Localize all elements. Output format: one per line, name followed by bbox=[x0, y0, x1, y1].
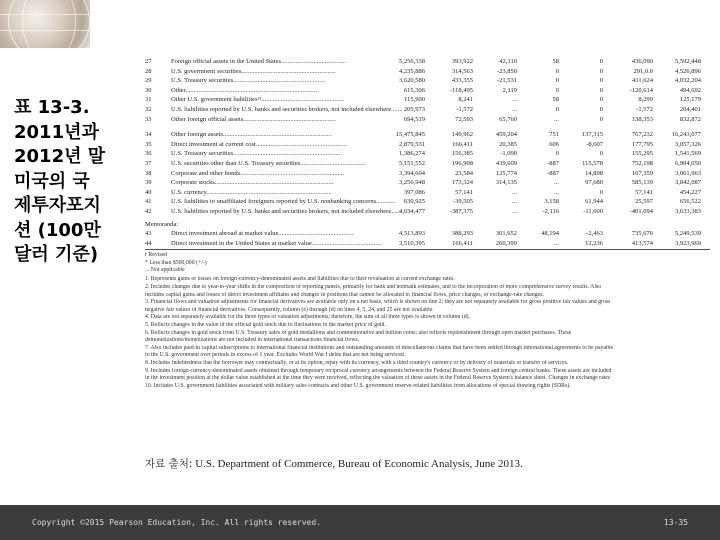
row-number: 28 bbox=[145, 67, 152, 75]
table-cell: 433,355 bbox=[451, 77, 473, 85]
row-label: Direct investment at current cost........................................................ bbox=[171, 140, 347, 148]
row-number: 27 bbox=[145, 58, 152, 65]
table-cell: -887 bbox=[547, 169, 559, 177]
table-cell: 97,680 bbox=[585, 179, 603, 187]
table-cell: ... bbox=[512, 208, 517, 215]
table-row bbox=[145, 178, 710, 187]
row-label: U.S. liabilities reported by U.S. banks and securities brokers, not included elsewhere....... bbox=[171, 106, 403, 113]
table-cell: 767,232 bbox=[631, 131, 653, 139]
table-cell: 3,510,395 bbox=[399, 239, 425, 247]
table-cell: 1,386,274 bbox=[399, 150, 425, 158]
table-cell: 436,090 bbox=[631, 58, 653, 65]
table-row bbox=[145, 207, 710, 216]
table-cell: -8,607 bbox=[586, 140, 603, 148]
table-cell: 4,526,896 bbox=[675, 67, 701, 75]
table-row bbox=[145, 188, 710, 197]
table-cell: 58 bbox=[552, 96, 559, 104]
table-cell: 656,522 bbox=[679, 198, 701, 206]
table-cell: 0 bbox=[599, 67, 603, 75]
globe-parallel bbox=[0, 30, 90, 31]
table-cell: 15,475,845 bbox=[395, 131, 425, 139]
table-row bbox=[145, 130, 710, 139]
table-cell: 388,293 bbox=[451, 230, 473, 238]
row-label: Corporate and other bonds................................................................ bbox=[171, 169, 345, 177]
table-cell: 0 bbox=[599, 115, 603, 123]
row-label: U.S. Treasury securities......................................................... bbox=[171, 77, 326, 85]
table-cell: ... bbox=[554, 239, 559, 247]
table-cell: 23,584 bbox=[455, 169, 473, 177]
footnote-line: 8. Includes indebtedness that the borrower may contractually, or at its option, repay with its currency, with a third country's currency or by delivery of materials or transfer of services. bbox=[145, 359, 569, 366]
table-divider bbox=[145, 249, 710, 250]
row-number: 31 bbox=[145, 96, 152, 104]
row-number: 40 bbox=[145, 188, 152, 196]
table-cell: -39,505 bbox=[452, 198, 473, 206]
legend-entry: * Less than $500,000 (+/-) bbox=[145, 259, 207, 266]
footnote-line: 7. Also includes paid-in capital subscriptions to international financial institutions and outstanding amounts of miscellaneous claims that have been settled through international agreements to be payable bbox=[145, 344, 614, 351]
table-cell: 16,243,077 bbox=[671, 131, 701, 139]
table-cell: -2,116 bbox=[542, 208, 559, 215]
table-cell: 0 bbox=[599, 96, 603, 104]
footnote-line: 2. Includes changes due to year-to-year shifts in the composition of reporting panels, primarily for bank and nonbank estimates, and to the incorporation of more comprehensive survey results. Also bbox=[145, 283, 602, 290]
table-cell: 459,204 bbox=[495, 131, 517, 139]
table-row bbox=[145, 149, 710, 158]
table-cell: 125,774 bbox=[495, 169, 517, 177]
row-number: 38 bbox=[145, 169, 152, 177]
row-number: 37 bbox=[145, 160, 152, 167]
table-cell: 138,353 bbox=[631, 115, 653, 123]
table-cell: 115,900 bbox=[404, 96, 425, 104]
table-cell: 0 bbox=[555, 150, 559, 158]
table-cell: 14,898 bbox=[585, 169, 603, 177]
table-cell: 832,872 bbox=[679, 115, 701, 123]
slide-title bbox=[14, 96, 134, 268]
table-cell: 155,295 bbox=[631, 150, 653, 158]
row-number: 29 bbox=[145, 77, 152, 85]
table-row bbox=[145, 105, 710, 114]
row-label: Other foreign official assets......................................................... bbox=[171, 115, 336, 123]
table-cell: 61,944 bbox=[585, 198, 603, 206]
table-cell: 585,139 bbox=[631, 179, 653, 187]
table-row bbox=[145, 229, 710, 238]
table-cell: -23,850 bbox=[496, 67, 517, 75]
table-cell: 125,179 bbox=[679, 96, 701, 104]
table-cell: 0 bbox=[599, 150, 603, 158]
table-cell: 314,135 bbox=[495, 179, 517, 187]
table-cell: ... bbox=[554, 179, 559, 187]
table-cell: 4,032,204 bbox=[675, 77, 701, 85]
row-label: Direct investment abroad at market value.............................................. bbox=[171, 230, 354, 238]
table-cell: ... bbox=[512, 96, 517, 104]
table-cell: 397,086 bbox=[403, 188, 425, 196]
legend-entry: r Revised bbox=[145, 252, 168, 259]
row-label: Foreign official assets in the United States........................................ bbox=[171, 58, 346, 65]
table-cell: 3,394,604 bbox=[399, 169, 425, 177]
footnote-line: negative fair values of financial derivatives. Consequently, column (e) through (d) on lines 4, 5, 24, and 25 are not available. bbox=[145, 306, 434, 313]
table-row bbox=[145, 57, 710, 66]
table-cell: 0 bbox=[555, 106, 559, 113]
table-cell: 3,256,948 bbox=[399, 179, 425, 187]
globe-image bbox=[0, 0, 90, 48]
table-cell: -401,094 bbox=[629, 208, 653, 215]
table-cell: 260,399 bbox=[495, 239, 517, 247]
source-citation bbox=[145, 456, 523, 471]
row-label: Direct investment in the United States at market value........................................... bbox=[171, 239, 382, 247]
table-cell: 0 bbox=[599, 77, 603, 85]
table-row bbox=[145, 169, 710, 178]
table-cell: 1,541,569 bbox=[675, 150, 701, 158]
table-cell: 20,385 bbox=[499, 140, 517, 148]
row-number: 39 bbox=[145, 179, 152, 187]
source-text: U.S. Department of Commerce, Bureau of Economic Analysis, June 2013. bbox=[195, 458, 523, 470]
row-label: Other.................................................................................. bbox=[171, 86, 319, 94]
table-cell: -11,600 bbox=[583, 208, 603, 215]
table-cell: 3,620,580 bbox=[399, 77, 425, 85]
table-cell: 205,973 bbox=[403, 106, 425, 113]
row-number: 43 bbox=[145, 230, 152, 238]
table-cell: 413,574 bbox=[631, 239, 653, 247]
row-label: Other foreign assets................................................................... bbox=[171, 131, 332, 139]
title-line: 미국의 국 bbox=[14, 170, 90, 192]
table-cell: 115,578 bbox=[582, 160, 603, 167]
table-cell: 291,0.0 bbox=[633, 67, 653, 75]
table-cell: 3,158 bbox=[544, 198, 559, 206]
globe-parallel bbox=[0, 14, 90, 15]
table-cell: -1,572 bbox=[456, 106, 473, 113]
footnote-line: 4. Data are not separately available for the three types of valuation adjustments; therefore, the sum of all three types is shown in column (d). bbox=[145, 314, 471, 321]
copyright-text: Copyright ©2015 Pearson Education, Inc. All rights reserved. bbox=[32, 518, 321, 527]
row-label: U.S. liabilities to unaffiliated foreigners reported by U.S. nonbanking concerns............ bbox=[171, 198, 396, 206]
table-cell: 301,652 bbox=[495, 230, 517, 238]
table-cell: -1,572 bbox=[636, 106, 653, 113]
row-number: 42 bbox=[145, 208, 152, 215]
table-cell: 751 bbox=[549, 131, 559, 139]
table-cell: 167,359 bbox=[631, 169, 653, 177]
page-number: 13-35 bbox=[663, 518, 688, 527]
footnote-line: includes capital gains and losses of direct investment affiliates and changes in positions that cannot be allocated to financial flows, price changes, or exchange-rate changes. bbox=[145, 291, 544, 298]
table-cell: 4,235,886 bbox=[399, 67, 425, 75]
memoranda-label: Memoranda: bbox=[145, 220, 179, 228]
table-cell: 5,256,338 bbox=[399, 58, 425, 65]
row-label: U.S. currency............................................................................. bbox=[171, 188, 332, 196]
table-cell: 0 bbox=[599, 58, 603, 65]
row-label: U.S. securities other than U.S. Treasury securities........................................ bbox=[171, 160, 366, 167]
title-line: 2012년 말 bbox=[14, 146, 106, 167]
footnote-line: 9. Includes foreign-currency-denominated assets obtained through temporary reciprocal currency arrangements between the Federal Reserve System and foreign central banks. These assets are included bbox=[145, 367, 612, 374]
title-line: 표 13-3. bbox=[14, 97, 90, 118]
table-row bbox=[145, 159, 710, 168]
footnote-line: 10. Includes U.S. government liabilities associated with military sales contracts and other U.S. government reserve-related liabilities from allocations of special drawing rights (SDRs). bbox=[145, 382, 571, 389]
table-cell: 0 bbox=[599, 106, 603, 113]
table-cell: 752,198 bbox=[631, 160, 653, 167]
table-row bbox=[145, 76, 710, 85]
table-cell: 3,842,087 bbox=[675, 179, 701, 187]
row-label: U.S. Treasury securities................................................................... bbox=[171, 150, 342, 158]
title-line: 제투자포지 bbox=[14, 195, 101, 216]
table-cell: -1,090 bbox=[500, 150, 517, 158]
table-cell: -120,614 bbox=[629, 86, 653, 94]
row-number: 36 bbox=[145, 150, 152, 158]
row-label: Other U.S. government liabilities¹¹................................................... bbox=[171, 96, 345, 104]
table-cell: -887 bbox=[547, 160, 559, 167]
table-cell: ... bbox=[554, 188, 559, 196]
footnote-line: 5. Reflects changes in the value of the official gold stock due to fluctuations in the market price of gold. bbox=[145, 321, 386, 328]
table-cell: 615,306 bbox=[403, 86, 425, 94]
table-cell: 57,141 bbox=[635, 188, 653, 196]
table-cell: 5,249,539 bbox=[675, 230, 701, 238]
footnote-line: to the U.S. government over periods in excess of 1 year. Excludes World War I debts that are not being serviced. bbox=[145, 352, 406, 359]
table-cell: 0 bbox=[599, 86, 603, 94]
table-cell: 42,110 bbox=[499, 58, 517, 65]
table-cell: 0 bbox=[555, 86, 559, 94]
title-line: 션 (100만 bbox=[14, 219, 101, 241]
table-cell: ... bbox=[512, 198, 517, 206]
table-cell: 57,141 bbox=[455, 188, 473, 196]
table-cell: 411,624 bbox=[632, 77, 653, 85]
table-cell: 12,236 bbox=[585, 239, 603, 247]
table-cell: -387,375 bbox=[449, 208, 473, 215]
table-row bbox=[145, 140, 710, 149]
table-cell: ... bbox=[512, 188, 517, 196]
title-line: 2011년과 bbox=[14, 121, 99, 143]
row-number: 35 bbox=[145, 140, 152, 148]
row-number: 34 bbox=[145, 131, 152, 139]
table-cell: 65,760 bbox=[499, 115, 517, 123]
footnote-line: 6. Reflects changes in gold stock from U.S. Treasury sales of gold medallions and commemorative and bullion coins; also reflects replenishment through open market purchases. These bbox=[145, 329, 572, 336]
table-cell: 3,057,326 bbox=[675, 140, 701, 148]
footnote-line: 1. Represents gains or losses on foreign-currency-denominated assets and liabilities due to their revaluation at current exchange rates. bbox=[145, 276, 455, 283]
table-cell: 173,324 bbox=[451, 179, 473, 187]
row-number: 44 bbox=[145, 239, 152, 247]
table-cell: 8,299 bbox=[638, 96, 653, 104]
table-cell: 166,411 bbox=[452, 239, 473, 247]
row-label: Corporate stocks......................................................................... bbox=[171, 179, 334, 187]
table-cell: 156,385 bbox=[451, 150, 473, 158]
table-cell: 454,227 bbox=[679, 188, 701, 196]
table-cell: 0 bbox=[599, 188, 603, 196]
row-number: 32 bbox=[145, 106, 152, 113]
globe-meridian bbox=[22, 0, 76, 48]
table-cell: 204,401 bbox=[679, 106, 701, 113]
table-cell: -2,463 bbox=[586, 230, 603, 238]
table-cell: 3,633,383 bbox=[675, 208, 701, 215]
table-row bbox=[145, 197, 710, 206]
table-cell: 48,194 bbox=[541, 230, 559, 238]
investment-position-table bbox=[145, 55, 710, 467]
table-cell: 58 bbox=[552, 58, 559, 65]
table-cell: 2,119 bbox=[502, 86, 517, 94]
table-row bbox=[145, 239, 710, 248]
table-cell: -118,495 bbox=[449, 86, 473, 94]
footnote-line: in the investment position at the dollar value established at the time they were received, reflecting the valuation of these assets in the Federal Reserve System's balance sheet. Changes in exchange rates bbox=[145, 375, 611, 382]
table-cell: 3,061,963 bbox=[675, 169, 701, 177]
table-cell: 630,925 bbox=[403, 198, 425, 206]
table-row bbox=[145, 115, 710, 124]
source-label: 자료 출처: bbox=[145, 458, 193, 470]
table-cell: 72,593 bbox=[455, 115, 473, 123]
table-cell: 25,597 bbox=[635, 198, 653, 206]
table-cell: 314,563 bbox=[451, 67, 473, 75]
table-cell: 3,923,969 bbox=[675, 239, 701, 247]
row-label: U.S. liabilities reported by U.S. banks and securities brokers, not included elsewhere...... bbox=[171, 208, 401, 215]
table-cell: 5,592,448 bbox=[675, 58, 701, 65]
table-cell: 0 bbox=[555, 77, 559, 85]
title-line: 달러 기준) bbox=[14, 244, 99, 265]
table-row bbox=[145, 67, 710, 76]
footnote-line: demonetizations/monetizations are not included in international transactions financial flows. bbox=[145, 337, 360, 344]
table-cell: 6,904,050 bbox=[675, 160, 701, 167]
legend-entry: ... Not applicable bbox=[145, 267, 185, 273]
footer-bar bbox=[0, 505, 720, 540]
table-cell: 694,519 bbox=[403, 115, 425, 123]
row-number: 41 bbox=[145, 198, 152, 206]
table-cell: 137,315 bbox=[581, 131, 603, 139]
table-cell: 606 bbox=[549, 140, 559, 148]
table-cell: 196,908 bbox=[451, 160, 473, 167]
table-cell: 4,513,893 bbox=[399, 230, 425, 238]
table-cell: 0 bbox=[555, 67, 559, 75]
row-number: 33 bbox=[145, 115, 152, 123]
table-cell: 2,879,531 bbox=[399, 140, 425, 148]
table-cell: ... bbox=[512, 106, 517, 113]
table-row bbox=[145, 95, 710, 104]
table-cell: 149,962 bbox=[451, 131, 473, 139]
row-number: 30 bbox=[145, 86, 152, 94]
memoranda-heading bbox=[145, 220, 710, 229]
table-cell: 439,609 bbox=[495, 160, 517, 167]
table-row bbox=[145, 86, 710, 95]
table-cell: 4,034,477 bbox=[399, 208, 425, 215]
table-cell: 8,241 bbox=[458, 96, 473, 104]
table-cell: 5,151,552 bbox=[399, 160, 425, 167]
row-label: U.S. government securities.......................................................... bbox=[171, 67, 336, 75]
table-cell: -21,531 bbox=[496, 77, 517, 85]
table-cell: ... bbox=[554, 115, 559, 123]
table-cell: 177,795 bbox=[631, 140, 653, 148]
table-cell: 166,411 bbox=[452, 140, 473, 148]
footnote-line: 3. Financial flows and valuation adjustments for financial derivatives are available only on a net basis, which is shown on line 2; they are not separately available for gross positive fair values and gross bbox=[145, 299, 611, 306]
table-cell: 393,922 bbox=[451, 58, 473, 65]
table-cell: 494,692 bbox=[679, 86, 701, 94]
table-cell: 735,676 bbox=[631, 230, 653, 238]
